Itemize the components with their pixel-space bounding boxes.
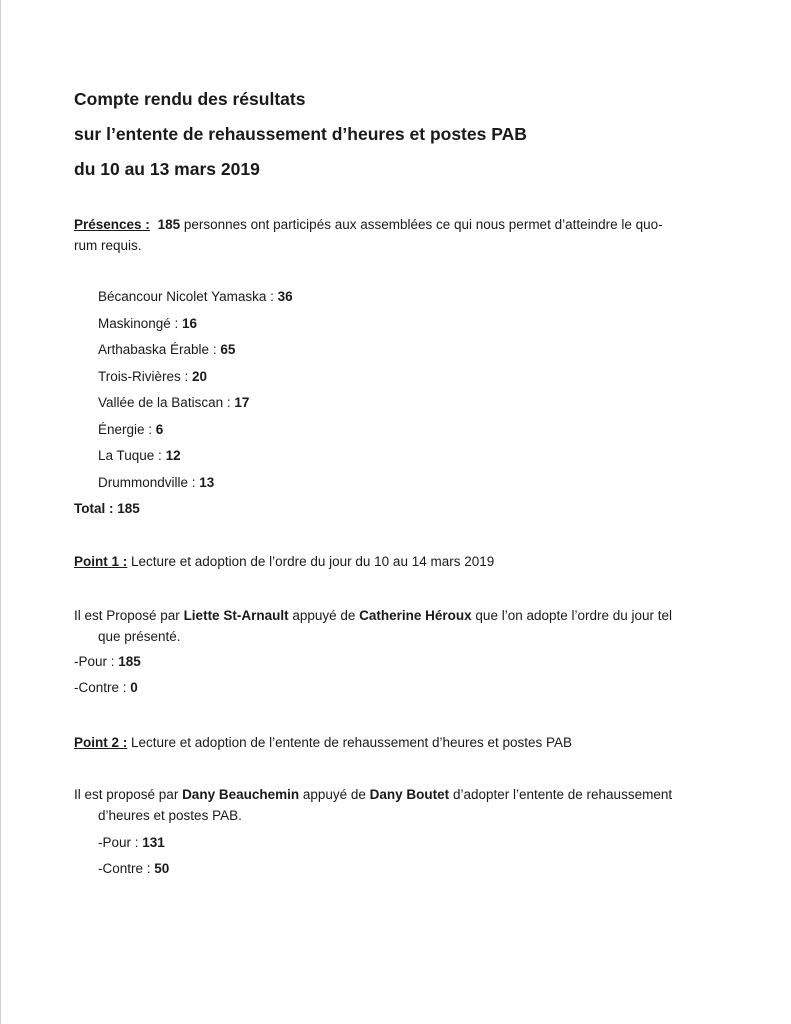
region-count: 13	[199, 474, 215, 490]
point1-heading	[74, 551, 494, 572]
presences-paragraph	[74, 214, 714, 256]
motion-text: d’adopter l’entente de rehaussement	[449, 787, 673, 802]
region-list	[98, 284, 293, 496]
vote-count: 185	[118, 654, 141, 669]
point2-motion	[74, 784, 724, 826]
point2-heading	[74, 732, 572, 753]
region-name: Bécancour Nicolet Yamaska :	[98, 289, 278, 304]
vote-count: 131	[142, 835, 165, 850]
region-count: 65	[220, 342, 236, 357]
list-item	[98, 443, 293, 470]
title-line-1: Compte rendu des résultats	[74, 89, 306, 109]
list-item	[98, 417, 293, 444]
vote-label: -Contre :	[98, 861, 155, 876]
proposer-name: Dany Beauchemin	[182, 787, 300, 802]
region-name: Trois-Rivières :	[98, 368, 193, 384]
motion-text: Il est Proposé par	[74, 608, 184, 623]
motion-text: appuyé de	[288, 608, 360, 623]
region-name: Vallée de la Batiscan :	[98, 395, 235, 410]
region-count: 20	[192, 368, 208, 384]
presences-text: personnes ont participés aux assemblées ce qui nous permet d’atteindre le quo-	[180, 217, 663, 232]
region-count: 17	[234, 395, 250, 410]
vote-label: -Pour :	[74, 654, 119, 669]
region-name: Maskinongé :	[98, 315, 183, 331]
motion-text-cont: que présenté.	[98, 629, 181, 644]
point2-label: Point 2 :	[74, 735, 128, 750]
region-name: Énergie :	[98, 421, 156, 437]
list-item	[98, 364, 293, 391]
region-name: Arthabaska Érable :	[98, 342, 221, 357]
motion-text: Il est proposé par	[74, 787, 183, 802]
vote-count: 50	[154, 861, 170, 876]
vote-label: -Contre :	[74, 680, 131, 695]
point1-motion	[74, 605, 724, 647]
region-count: 12	[165, 448, 181, 463]
proposer-name: Liette St-Arnault	[183, 608, 289, 623]
list-item	[98, 311, 293, 338]
vote-count: 0	[130, 680, 138, 695]
list-item	[98, 337, 293, 364]
document-title	[74, 82, 527, 187]
point2-text: Lecture et adoption de l’entente de rehaussement d’heures et postes PAB	[127, 735, 573, 750]
point2-vote-pour	[98, 832, 165, 853]
region-name: Drummondville :	[98, 474, 200, 490]
point1-vote-pour	[74, 651, 141, 672]
point1-label: Point 1 :	[74, 554, 128, 569]
list-item	[98, 470, 293, 497]
region-count: 36	[277, 289, 293, 304]
presences-label: Présences :	[74, 217, 150, 232]
list-item	[98, 284, 293, 311]
title-line-2: sur l’entente de rehaussement d’heures et postes PAB	[74, 124, 527, 144]
region-name: La Tuque :	[98, 448, 166, 463]
motion-text-cont: d’heures et postes PAB.	[98, 808, 242, 823]
point2-vote-contre	[98, 858, 169, 879]
motion-text: que l’on adopte l’ordre du jour tel	[471, 608, 673, 623]
vote-label: -Pour :	[98, 835, 143, 850]
motion-text: appuyé de	[299, 787, 370, 802]
seconder-name: Dany Boutet	[369, 787, 450, 802]
presences-count: 185	[157, 217, 181, 232]
list-item	[98, 390, 293, 417]
page-edge	[0, 0, 1, 1024]
seconder-name: Catherine Héroux	[359, 608, 472, 623]
presences-text-cont: rum requis.	[74, 238, 142, 253]
region-count: 16	[182, 315, 198, 331]
point1-vote-contre	[74, 677, 138, 698]
point1-text: Lecture et adoption de l’ordre du jour du 10 au 14 mars 2019	[127, 554, 495, 569]
region-count: 6	[155, 421, 164, 437]
title-line-3: du 10 au 13 mars 2019	[74, 159, 260, 179]
total-line: Total : 185	[74, 501, 140, 516]
